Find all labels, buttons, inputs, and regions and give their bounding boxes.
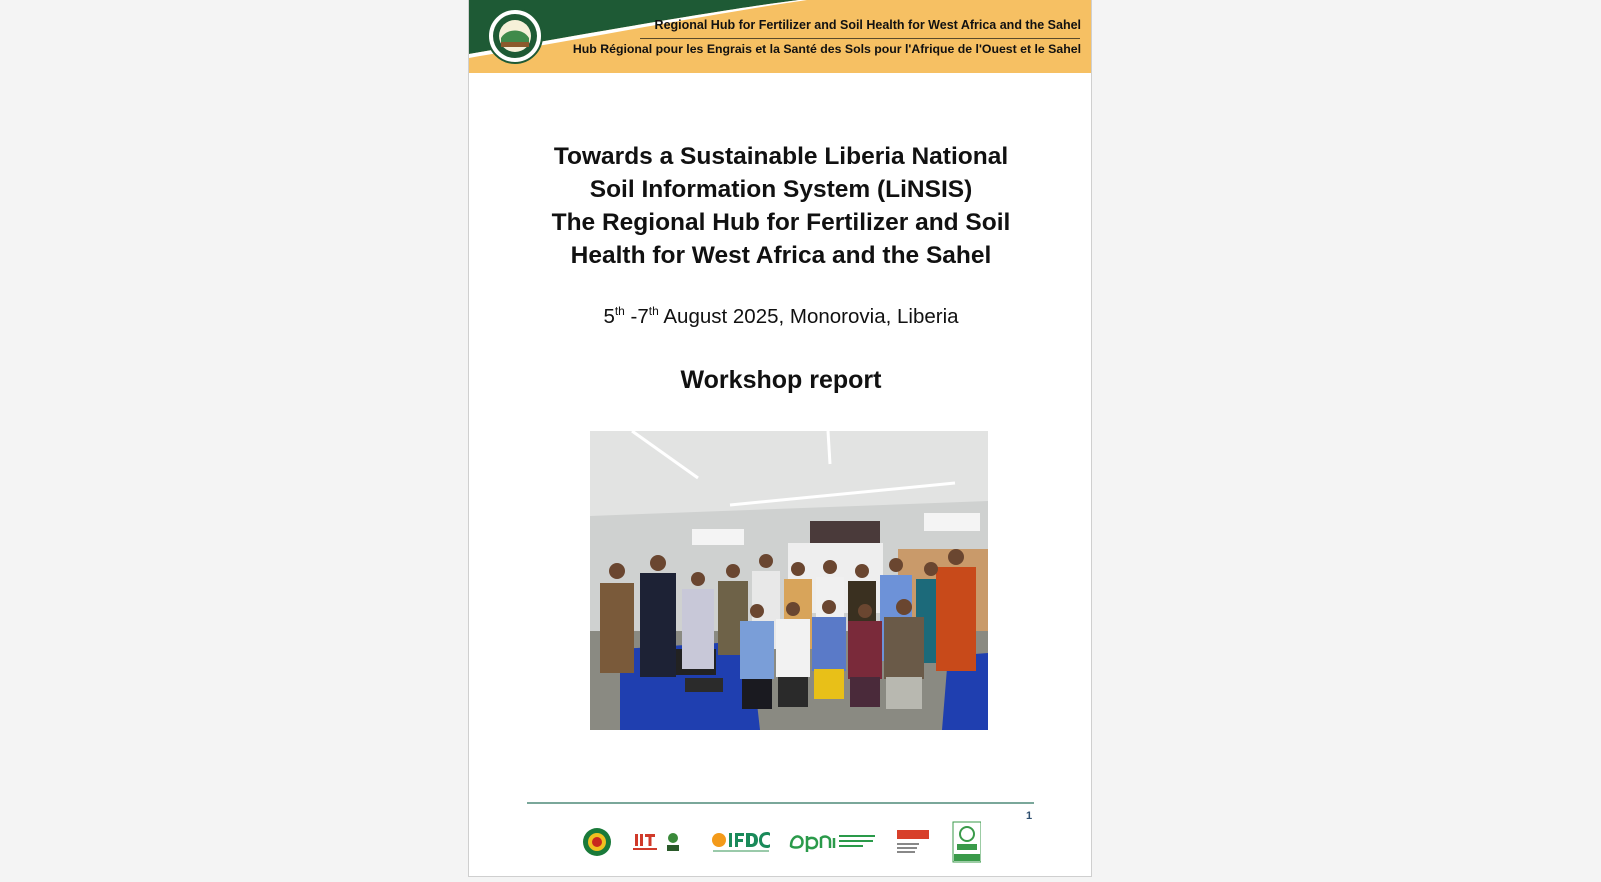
event-date (509, 304, 1053, 329)
ifdc-logo-icon (712, 832, 770, 852)
apni-logo-icon (791, 835, 875, 852)
title-line: Soil Information System (LiNSIS) (589, 176, 973, 203)
footer-divider (527, 802, 1034, 804)
title-line: Towards a Sustainable Liberia National (553, 143, 1009, 170)
report-label: Workshop report (680, 366, 882, 394)
document-page (468, 0, 1092, 877)
date-location: August 2025, Monorovia, Liberia (658, 305, 959, 328)
date-day-end: -7 (624, 305, 649, 328)
cgiar-logo-icon (667, 833, 679, 851)
hub-emblem-icon (487, 8, 543, 64)
title-line: Health for West Africa and the Sahel (570, 242, 992, 269)
ocp-africa-logo-icon (953, 822, 981, 862)
banner-background (469, 0, 1092, 73)
banner-title-french: Hub Régional pour les Engrais et la Santé des Sols pour l'Afrique de l'Ouest et le Sahel (572, 42, 1081, 56)
date-day-start: 5 (603, 305, 615, 328)
um6p-logo-icon (897, 830, 929, 853)
group-photo-image (590, 431, 988, 730)
date-suffix-end: th (648, 304, 659, 318)
page-number: 1 (1026, 810, 1033, 822)
banner-divider (640, 38, 1080, 39)
ecowas-logo-icon (583, 828, 611, 856)
partner-logos (581, 820, 981, 864)
iita-logo-icon (633, 834, 657, 850)
document-title (509, 140, 1053, 272)
header-banner (469, 0, 1092, 73)
title-line: The Regional Hub for Fertilizer and Soil (551, 209, 1011, 236)
banner-title-english: Regional Hub for Fertilizer and Soil Health for West Africa and the Sahel (654, 18, 1081, 32)
date-suffix-start: th (614, 304, 625, 318)
